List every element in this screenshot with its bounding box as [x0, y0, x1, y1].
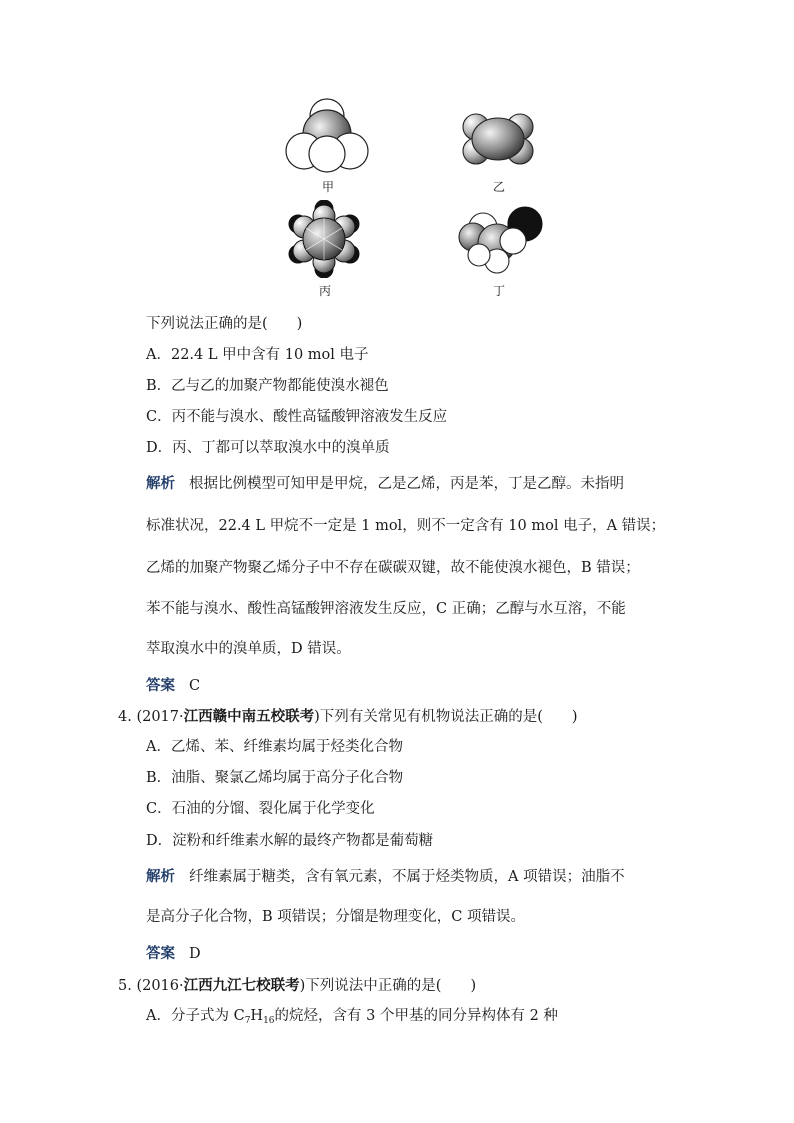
- answer-tag: 答案: [146, 678, 175, 694]
- q3-option-b: B．乙与乙的加聚产物都能使溴水褪色: [146, 378, 389, 394]
- q3-analysis-line-4: 苯不能与溴水、酸性高锰酸钾溶液发生反应，C 正确；乙醇与水互溶，不能: [146, 601, 626, 617]
- q4-option-c: C．石油的分馏、裂化属于化学变化: [146, 801, 375, 817]
- q5-stem-text: )下列说法中正确的是( ): [299, 978, 477, 994]
- q4-number: 4.: [118, 709, 132, 725]
- q5-option-a-post: 的烷烃，含有 3 个甲基的同分异构体有 2 种: [274, 1008, 558, 1024]
- q5-option-a: [146, 1004, 558, 1026]
- figure-label-yi: 乙: [492, 180, 505, 194]
- q4-analysis-line-1: [146, 865, 625, 886]
- q3-option-d: D．丙、丁都可以萃取溴水中的溴单质: [146, 440, 390, 456]
- analysis-tag: 解析: [146, 869, 175, 885]
- q5-source: 江西九江七校联考: [183, 978, 300, 994]
- q3-analysis-text: 根据比例模型可知甲是甲烷，乙是乙烯，丙是苯，丁是乙醇。未指明: [189, 476, 624, 492]
- q4-source-open: (2017·: [136, 709, 184, 725]
- q5-number: 5.: [118, 978, 132, 994]
- q4-analysis-text: 纤维素属于糖类，含有氧元素，不属于烃类物质，A 项错误；油脂不: [189, 869, 625, 885]
- q5-source-open: (2016·: [136, 978, 184, 994]
- q4-source: 江西赣中南五校联考: [183, 709, 315, 725]
- figure-label-ding: 丁: [492, 284, 505, 298]
- q5-option-a-pre: A．分子式为 C: [146, 1008, 245, 1024]
- figure-label-jia: 甲: [321, 180, 334, 194]
- q3-analysis-line-2: 标准状况，22.4 L 甲烷不一定是 1 mol，则不一定含有 10 mol 电子，A 错误；: [146, 518, 666, 534]
- analysis-tag: 解析: [146, 476, 175, 492]
- q5-option-a-mid: H: [250, 1008, 264, 1024]
- q3-answer: [146, 674, 200, 695]
- ethylene-model-figure: [460, 110, 536, 170]
- figure-label-bing: 丙: [318, 284, 331, 298]
- q5-option-a-sub2: 16: [263, 1016, 275, 1026]
- q3-stem: 下列说法正确的是( ): [146, 316, 303, 332]
- q4-option-b: B．油脂、聚氯乙烯均属于高分子化合物: [146, 770, 404, 786]
- q4-stem: [118, 705, 578, 726]
- q5-stem: [118, 974, 476, 995]
- q5-option-a-sub1: 7: [244, 1016, 251, 1026]
- answer-tag: 答案: [146, 946, 175, 962]
- benzene-model-figure: [286, 200, 362, 278]
- q3-analysis-line-5: 萃取溴水中的溴单质，D 错误。: [146, 641, 351, 657]
- q3-analysis-line-1: [146, 472, 624, 493]
- methane-model-figure: [282, 96, 372, 176]
- q3-answer-value: C: [189, 678, 201, 694]
- ethanol-model-figure: [455, 205, 547, 275]
- q4-answer: [146, 942, 201, 963]
- q4-analysis-line-2: 是高分子化合物，B 项错误；分馏是物理变化，C 项错误。: [146, 909, 525, 925]
- q4-option-d: D．淀粉和纤维素水解的最终产物都是葡萄糖: [146, 833, 434, 849]
- q4-answer-value: D: [189, 946, 201, 962]
- q4-stem-text: )下列有关常见有机物说法正确的是( ): [314, 709, 578, 725]
- q3-option-c: C．丙不能与溴水、酸性高锰酸钾溶液发生反应: [146, 409, 448, 425]
- q3-option-a: A．22.4 L 甲中含有 10 mol 电子: [146, 347, 369, 363]
- q3-analysis-line-3: 乙烯的加聚产物聚乙烯分子中不存在碳碳双键，故不能使溴水褪色，B 错误；: [146, 560, 640, 576]
- q4-option-a: A．乙烯、苯、纤维素均属于烃类化合物: [146, 739, 403, 755]
